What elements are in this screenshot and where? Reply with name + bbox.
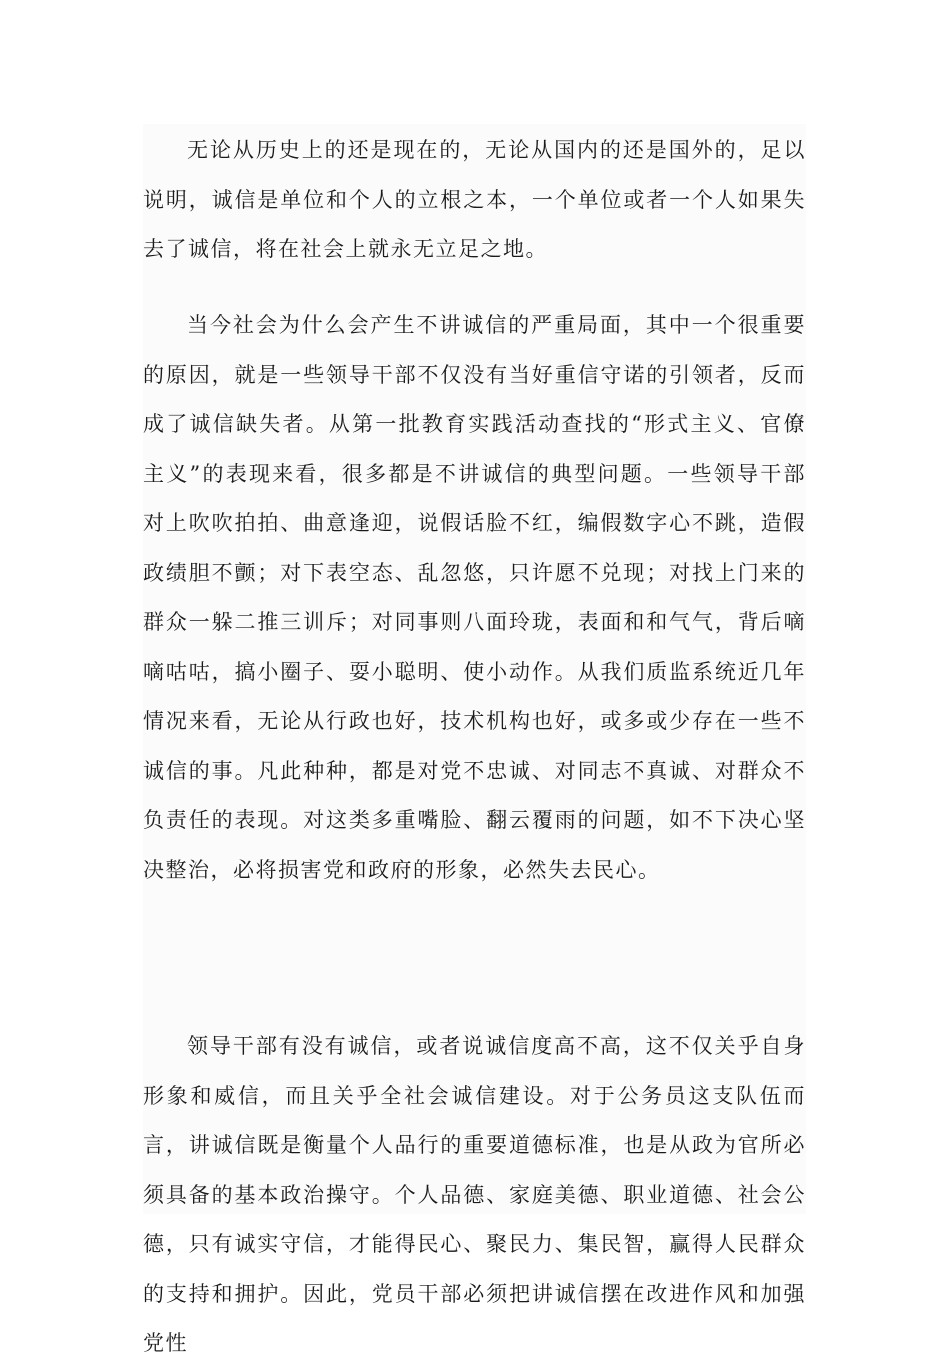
document-body xyxy=(143,124,806,1355)
paragraph-1: 无论从历史上的还是现在的，无论从国内的还是国外的，足以说明，诚信是单位和个人的立根之本，一个单位或者一个人如果失去了诚信，将在社会上就永无立足之地。 xyxy=(143,138,806,261)
paragraph-3: 领导干部有没有诚信，或者说诚信度高不高，这不仅关乎自身形象和威信，而且关乎全社会诚信建设。对于公务员这支队伍而言，讲诚信既是衡量个人品行的重要道德标准，也是从政为官所必须具备的基本政治操守。个人品德、家庭美德、职业道德、社会公德，只有诚实守信，才能得民心、聚民力、集民智，赢得人民群众的支持和拥护。因此，党员干部必须把讲诚信摆在改进作风和加强党性 xyxy=(143,1034,806,1355)
paragraph-2: 当今社会为什么会产生不讲诚信的严重局面，其中一个很重要的原因，就是一些领导干部不仅没有当好重信守诺的引领者，反而成了诚信缺失者。从第一批教育实践活动查找的“形式主义、官僚主义”的表现来看，很多都是不讲诚信的典型问题。一些领导干部对上吹吹拍拍、曲意逢迎，说假话脸不红，编假数字心不跳，造假政绩胆不颤；对下表空态、乱忽悠，只许愿不兑现；对找上门来的群众一躲二推三训斥；对同事则八面玲珑，表面和和气气，背后嘀嘀咕咕，搞小圈子、耍小聪明、使小动作。从我们质监系统近几年情况来看，无论从行政也好，技术机构也好，或多或少存在一些不诚信的事。凡此种种，都是对党不忠诚、对同志不真诚、对群众不负责任的表现。对这类多重嘴脸、翻云覆雨的问题，如不下决心坚决整治，必将损害党和政府的形象，必然失去民心。 xyxy=(143,313,806,882)
